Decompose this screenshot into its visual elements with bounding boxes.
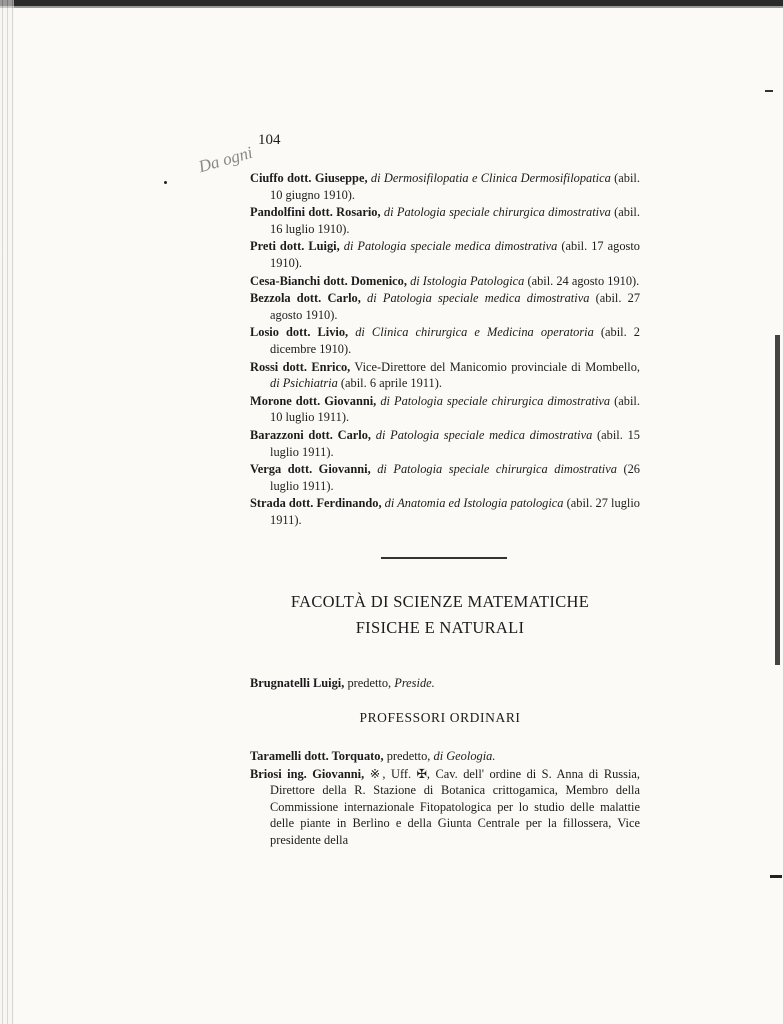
entry-specialty: di Patologia speciale medica dimostrativa bbox=[367, 291, 590, 306]
list-item bbox=[250, 273, 640, 290]
entry-details: (abil. 27 agosto 1910). bbox=[270, 291, 641, 322]
list-item bbox=[250, 461, 640, 494]
entry-name: Preti dott. Luigi, bbox=[250, 239, 340, 254]
docent-list bbox=[250, 170, 640, 529]
entry-name: Rossi dott. Enrico, bbox=[250, 359, 351, 374]
preside-text: predetto, bbox=[347, 676, 392, 690]
entry-details: (abil. 15 luglio 1911). bbox=[270, 427, 640, 459]
margin-mark bbox=[164, 181, 167, 184]
list-item bbox=[250, 324, 640, 357]
list-item bbox=[250, 170, 640, 203]
entry-details: (abil. 10 giugno 1910). bbox=[270, 171, 640, 202]
faculty-heading-line1: FACOLTÀ DI SCIENZE MATEMATICHE bbox=[290, 592, 590, 611]
list-item bbox=[250, 238, 640, 271]
scan-edge-top-line bbox=[0, 6, 783, 8]
preside-name: Brugnatelli Luigi, bbox=[250, 676, 345, 690]
entry-specialty: di Psichiatria bbox=[270, 376, 338, 391]
list-item bbox=[250, 290, 640, 323]
entry-details: (abil. 17 agosto 1910). bbox=[270, 239, 640, 270]
entry-prefix: Vice-Direttore del Manicomio provinciale di Mombello, bbox=[354, 359, 641, 374]
preside-line bbox=[250, 676, 640, 691]
entry-details: (26 luglio 1911). bbox=[270, 462, 640, 493]
entry-name: Losio dott. Livio, bbox=[250, 325, 349, 340]
entry-specialty: di Geologia. bbox=[433, 749, 496, 763]
entry-details: (abil. 6 aprile 1911). bbox=[340, 376, 442, 391]
entry-name: Ciuffo dott. Giuseppe, bbox=[250, 171, 368, 185]
entry-specialty: di Patologia speciale chirurgica dimostrativa bbox=[383, 205, 611, 220]
entry-specialty: di Istologia Patologica bbox=[410, 273, 525, 288]
entry-specialty: di Patologia speciale chirurgica dimostrativa bbox=[380, 393, 611, 408]
section-title: PROFESSORI ORDINARI bbox=[359, 710, 521, 725]
scan-mark-right-upper bbox=[765, 90, 773, 92]
entry-details: (abil. 24 agosto 1910). bbox=[527, 273, 640, 288]
section-divider bbox=[381, 557, 507, 559]
preside-role: Preside. bbox=[394, 676, 435, 690]
scan-edge-left bbox=[0, 0, 14, 1024]
entry-specialty: di Anatomia ed Istologia patologica bbox=[384, 496, 564, 511]
entry-prefix: ※, Uff. ✠, Cav. dell' ordine di S. Anna di Russia, Direttore della R. Stazione di Botanica crittogamica, Membro della Commissione internazionale Fitopatologica per lo studio delle malattie delle piante in Berlino e della Giunta Centrale per la fillossera, Vice presidente della bbox=[270, 766, 640, 847]
list-item bbox=[250, 393, 640, 426]
entry-name: Bezzola dott. Carlo, bbox=[250, 291, 361, 306]
faculty-heading bbox=[240, 589, 640, 641]
list-item bbox=[250, 359, 640, 392]
professor-list bbox=[250, 748, 640, 850]
entry-details: (abil. 2 dicembre 1910). bbox=[270, 325, 640, 356]
entry-name: Briosi ing. Giovanni, bbox=[250, 766, 365, 781]
page-number: 104 bbox=[258, 132, 281, 148]
entry-specialty: di Patologia speciale chirurgica dimostrativa bbox=[377, 462, 617, 477]
entry-specialty: di Clinica chirurgica e Medicina operatoria bbox=[355, 325, 594, 340]
entry-details: (abil. 10 luglio 1911). bbox=[270, 393, 640, 425]
entry-name: Barazzoni dott. Carlo, bbox=[250, 427, 371, 442]
entry-details: (abil. 27 luglio 1911). bbox=[270, 496, 640, 527]
list-item bbox=[250, 204, 640, 237]
pencil-annotation: Da ogni bbox=[196, 142, 255, 177]
list-item bbox=[250, 427, 640, 460]
entry-specialty: di Patologia speciale medica dimostrativa bbox=[375, 427, 593, 442]
scan-edge-right bbox=[775, 335, 780, 665]
list-item bbox=[250, 748, 640, 765]
entry-name: Strada dott. Ferdinando, bbox=[250, 496, 382, 511]
entry-name: Morone dott. Giovanni, bbox=[250, 393, 377, 408]
scan-mark-right-lower bbox=[770, 875, 782, 878]
entry-name: Taramelli dott. Torquato, bbox=[250, 749, 384, 763]
list-item bbox=[250, 495, 640, 528]
list-item bbox=[250, 766, 640, 849]
entry-specialty: di Dermosifilopatia e Clinica Dermosifilopatica bbox=[370, 171, 611, 185]
entry-name: Pandolfini dott. Rosario, bbox=[250, 205, 381, 220]
entry-specialty: di Patologia speciale medica dimostrativa bbox=[343, 239, 558, 254]
entry-details: (abil. 16 luglio 1910). bbox=[270, 205, 640, 236]
entry-name: Cesa-Bianchi dott. Domenico, bbox=[250, 273, 407, 288]
faculty-heading-line2: FISICHE E NATURALI bbox=[355, 618, 525, 637]
entry-name: Verga dott. Giovanni, bbox=[250, 462, 371, 477]
entry-prefix: predetto, bbox=[386, 749, 431, 763]
